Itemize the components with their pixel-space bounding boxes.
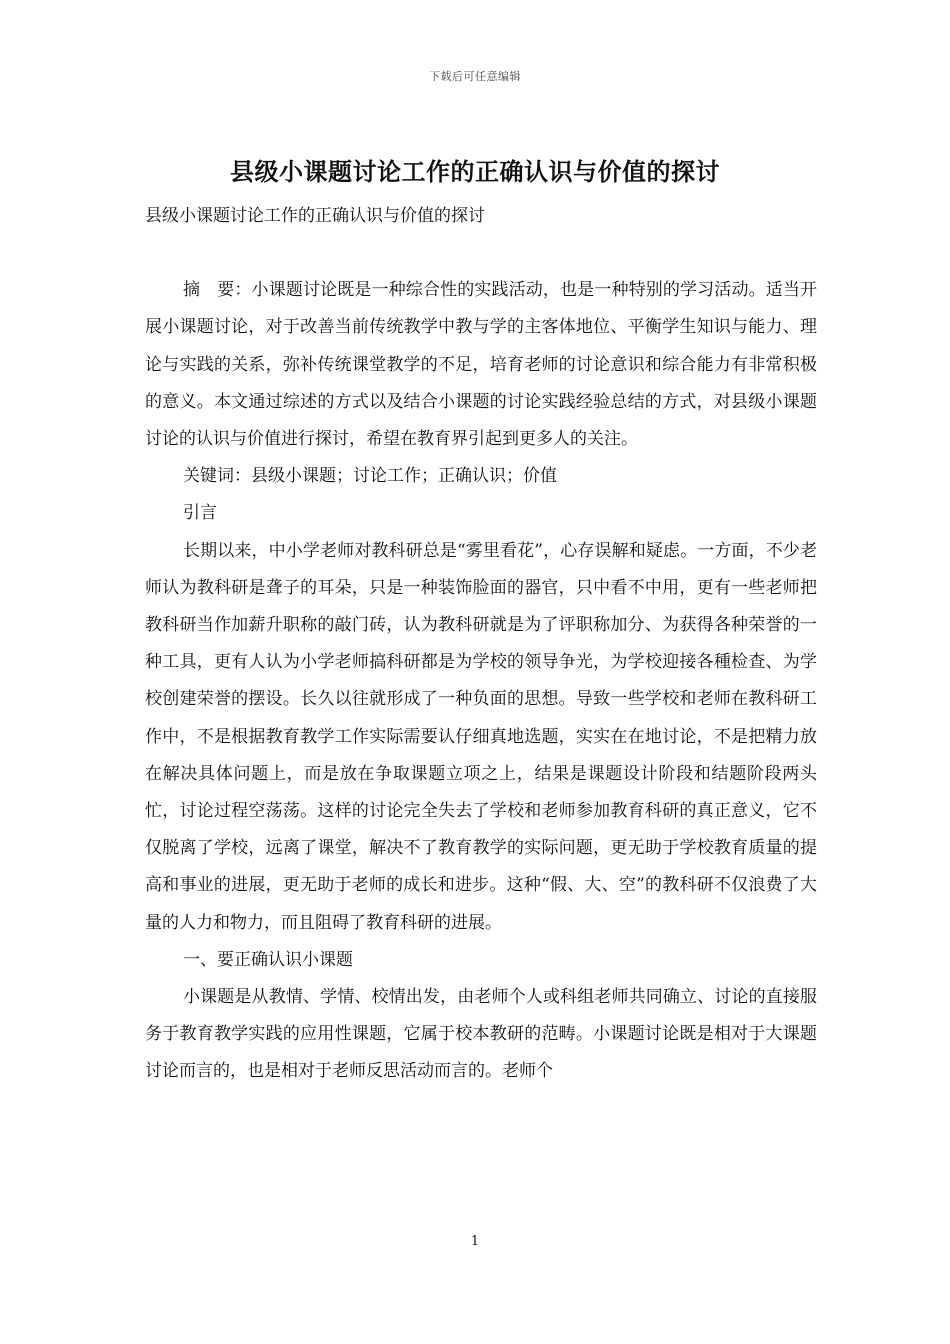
document-body [145, 198, 817, 1091]
header-note: 下载后可任意编辑 [429, 70, 521, 83]
intro-heading: 引言 [183, 503, 217, 524]
blank-line [145, 235, 817, 272]
keywords-line: 关键词：县级小课题；讨论工作；正确认识；价值 [183, 466, 557, 487]
document-title: 县级小课题讨论工作的正确认识与价值的探讨 [230, 157, 720, 186]
document-subtitle: 县级小课题讨论工作的正确认识与价值的探讨 [145, 206, 485, 226]
page-number: 1 [470, 1234, 480, 1249]
section-1-paragraph: 小课题是从教情、学情、校情出发，由老师个人或科组老师共同确立、讨论的直接服务于教育教学实践的应用性课题，它属于校本教研的范畴。小课题讨论既是相对于大课题讨论而言的，也是相对于老师反思活动而言的。老师个 [145, 987, 817, 1082]
abstract-paragraph: 摘 要：小课题讨论既是一种综合性的实践活动，也是一种特别的学习活动。适当开展小课题讨论，对于改善当前传统教学中教与学的主客体地位、平衡学生知识与能力、理论与实践的关系，弥补传统课堂教学的不足，培育老师的讨论意识和综合能力有非常积极的意义。本文通过综述的方式以及结合小课题的讨论实践经验总结的方式，对县级小课题讨论的认识与价值进行探讨，希望在教育界引起到更多人的关注。 [145, 280, 817, 450]
section-1-heading: 一、要正确认识小课题 [183, 949, 353, 970]
intro-paragraph: 长期以来，中小学老师对教科研总是“雾里看花”，心存误解和疑虑。一方面，不少老师认为教科研是聋子的耳朵，只是一种装饰脸面的器官，只中看不中用，更有一些老师把教科研当作加薪升职称的敲门砖，认为教科研就是为了评职称加分、为获得各种荣誉的一种工具，更有人认为小学老师搞科研都是为学校的领导争光，为学校迎接各種检查、为学校创建荣誉的摆设。长久以往就形成了一种负面的思想。导致一些学校和老师在教科研工作中，不是根据教育教学工作实际需要认仔细真地选题，实实在在地讨论，不是把精力放在解决具体问题上，而是放在争取课题立项之上，结果是课题设计阶段和结题阶段两头忙，讨论过程空荡荡。这样的讨论完全失去了学校和老师参加教育科研的真正意义，它不仅脱离了学校，远离了课堂，解决不了教育教学的实际问题，更无助于学校教育质量的提高和事业的进展，更无助于老师的成长和进步。这种“假、大、空”的教科研不仅浪费了大量的人力和物力，而且阻碍了教育科研的进展。 [145, 540, 817, 933]
